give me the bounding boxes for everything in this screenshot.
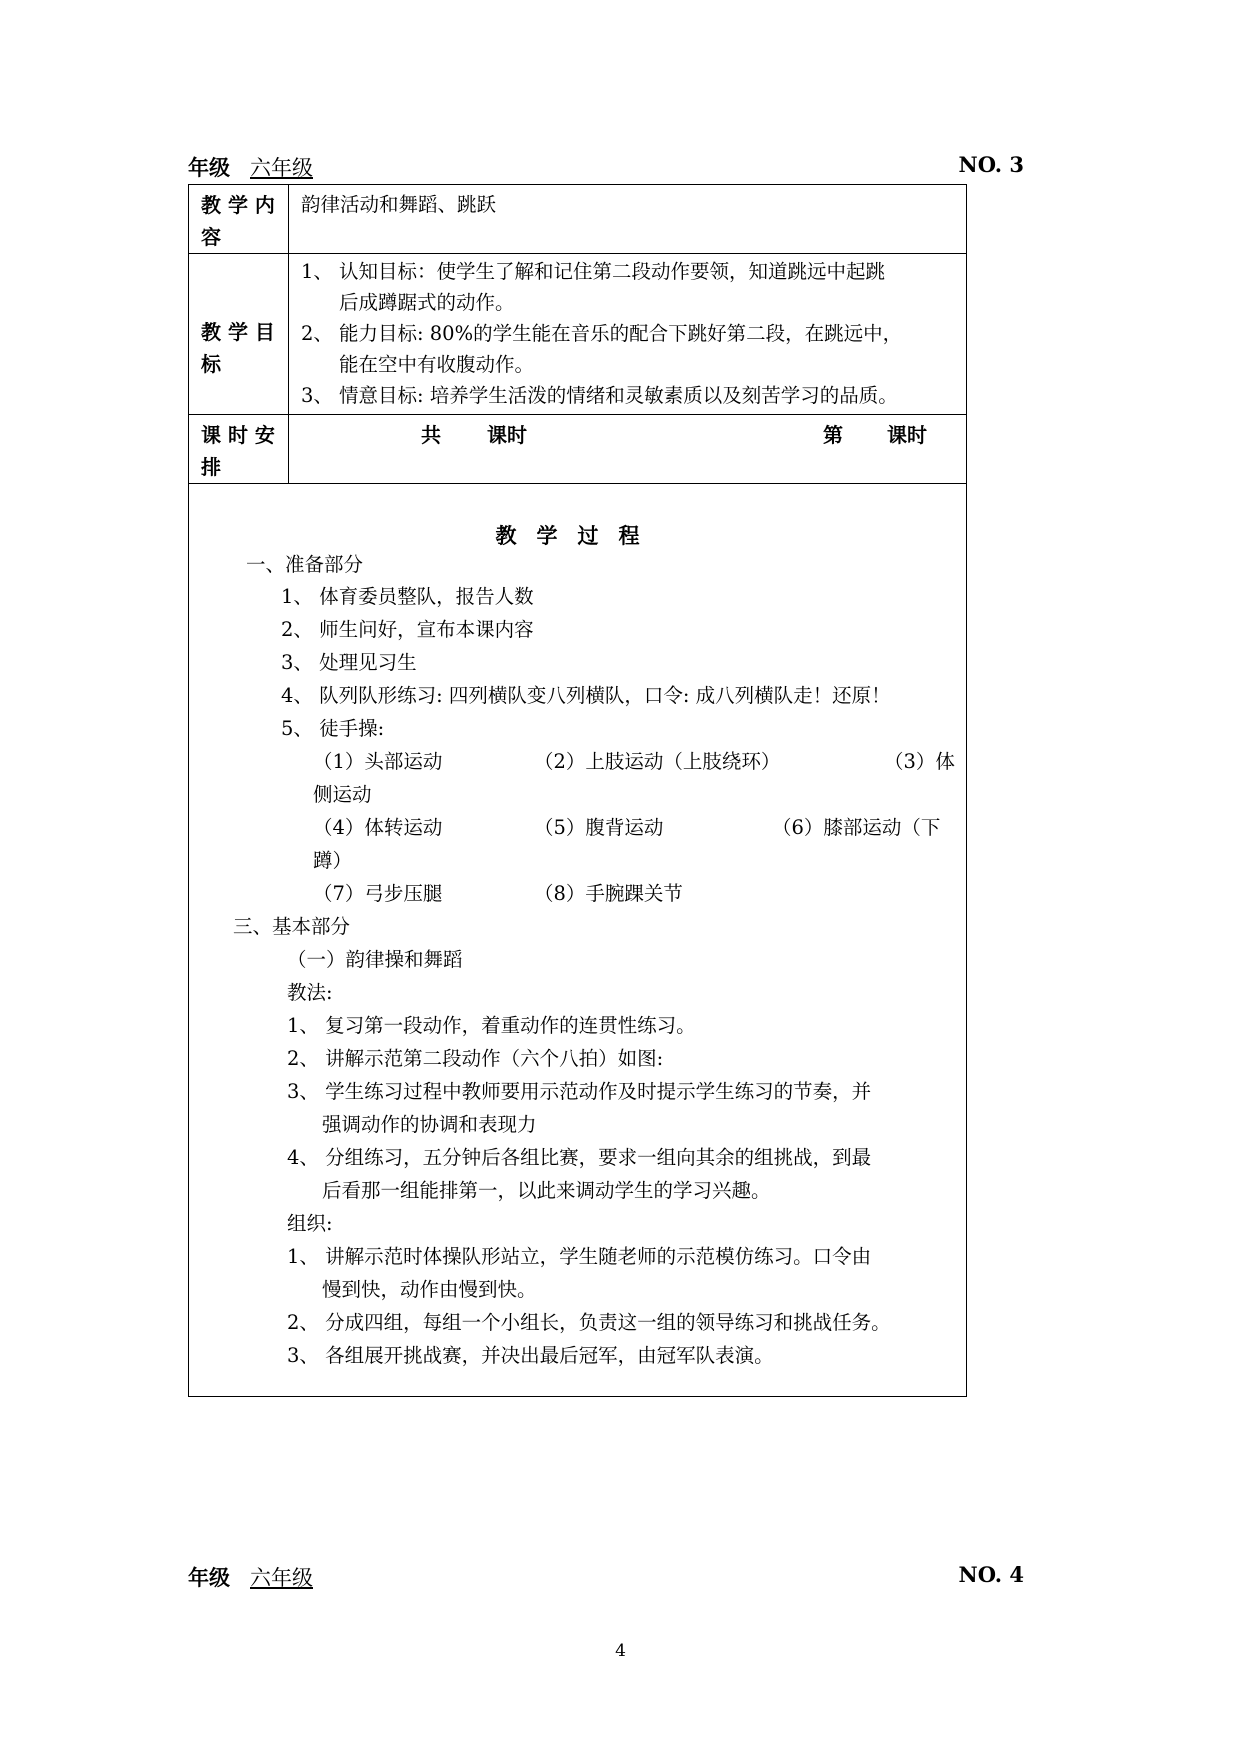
process-cell (189, 484, 967, 1397)
content-value: 韵律活动和舞蹈、跳跃 (289, 185, 967, 254)
goal-item: 1、 认知目标：使学生了解和记住第二段动作要领，知道跳远中起跳 后成蹲踞式的动作。 (301, 260, 886, 314)
grade-label: 年级 (188, 1565, 230, 1590)
schedule-nth: 第 (823, 423, 843, 447)
list-item: 2、 讲解示范第二段动作（六个八拍）如图: (287, 1047, 664, 1070)
grade-value: 六年级 (250, 1566, 313, 1590)
list-item: 2、 师生问好，宣布本课内容 (281, 618, 534, 641)
organization-label: 组织: (287, 1212, 333, 1235)
process-title: 教学过程 (495, 523, 660, 548)
method-label: 教法: (287, 981, 333, 1004)
list-item: 2、 分成四组，每组一个小组长，负责这一组的领导练习和挑战任务。 (287, 1311, 891, 1334)
goals-label: 教 学 目 标 (189, 254, 289, 415)
page-header (188, 152, 1024, 184)
goals-row (189, 254, 967, 415)
content-row (189, 185, 967, 254)
exercise-item: （1）头部运动 (313, 750, 443, 773)
list-item: 1、 复习第一段动作，着重动作的连贯性练习。 (287, 1014, 696, 1037)
exercise-item: （3）体 (884, 750, 955, 773)
teaching-process (189, 484, 966, 1396)
list-item: 3、 各组展开挑战赛，并决出最后冠军，由冠军队表演。 (287, 1344, 774, 1367)
list-item-continued: 强调动作的协调和表现力 (322, 1113, 537, 1136)
process-row (189, 484, 967, 1397)
page-number: 4 (615, 1641, 626, 1661)
grade-value: 六年级 (250, 156, 313, 180)
exercise-item: （8）手腕踝关节 (534, 882, 683, 905)
exercise-item: （4）体转运动 (313, 816, 443, 839)
exercise-item: （6）膝部运动（下 (772, 816, 941, 839)
goal-item: 3、 情意目标: 培养学生活泼的情绪和灵敏素质以及刻苦学习的品质。 (301, 384, 898, 407)
schedule-row (189, 415, 967, 484)
subsection-heading: （一）韵律操和舞蹈 (287, 948, 463, 971)
lesson-number: NO. 3 (958, 152, 1024, 177)
list-item: 3、 学生练习过程中教师要用示范动作及时提示学生练习的节奏，并 (287, 1080, 872, 1103)
exercise-item: 蹲） (313, 849, 353, 872)
list-item: 1、 讲解示范时体操队形站立，学生随老师的示范模仿练习。口令由 (287, 1245, 872, 1268)
exercise-item: （5）腹背运动 (534, 816, 664, 839)
list-item-continued: 后看那一组能排第一，以此来调动学生的学习兴趣。 (322, 1179, 771, 1202)
lesson-number: NO. 4 (958, 1562, 1024, 1587)
list-item-continued: 慢到快，动作由慢到快。 (322, 1278, 537, 1301)
section-heading: 三、基本部分 (233, 915, 351, 938)
list-item: 3、 处理见习生 (281, 651, 417, 674)
list-item: 4、 队列队形练习: 四列横队变八列横队，口令: 成八列横队走！还原！ (281, 684, 891, 707)
lesson-plan-table (188, 184, 967, 1397)
grade-label: 年级 (188, 155, 230, 180)
exercise-item: （7）弓步压腿 (313, 882, 443, 905)
schedule-value (289, 415, 967, 484)
goal-item: 2、 能力目标: 80%的学生能在音乐的配合下跳好第二段，在跳远中， 能在空中有收腹动作。 (301, 322, 903, 376)
schedule-total: 共 (421, 423, 441, 447)
schedule-total-unit: 课时 (487, 423, 527, 447)
page-header-next (188, 1562, 1024, 1594)
list-item: 5、 徒手操: (281, 717, 385, 740)
goals-list (289, 254, 967, 415)
content-label: 教 学 内 容 (189, 185, 289, 254)
schedule-label: 课 时 安 排 (189, 415, 289, 484)
list-item: 1、 体育委员整队，报告人数 (281, 585, 534, 608)
schedule-nth-unit: 课时 (887, 423, 927, 447)
exercise-item: 侧运动 (313, 783, 372, 806)
list-item: 4、 分组练习，五分钟后各组比赛，要求一组向其余的组挑战，到最 (287, 1146, 872, 1169)
exercise-item: （2）上肢运动（上肢绕环） (534, 750, 781, 773)
section-heading: 一、准备部分 (246, 553, 364, 576)
